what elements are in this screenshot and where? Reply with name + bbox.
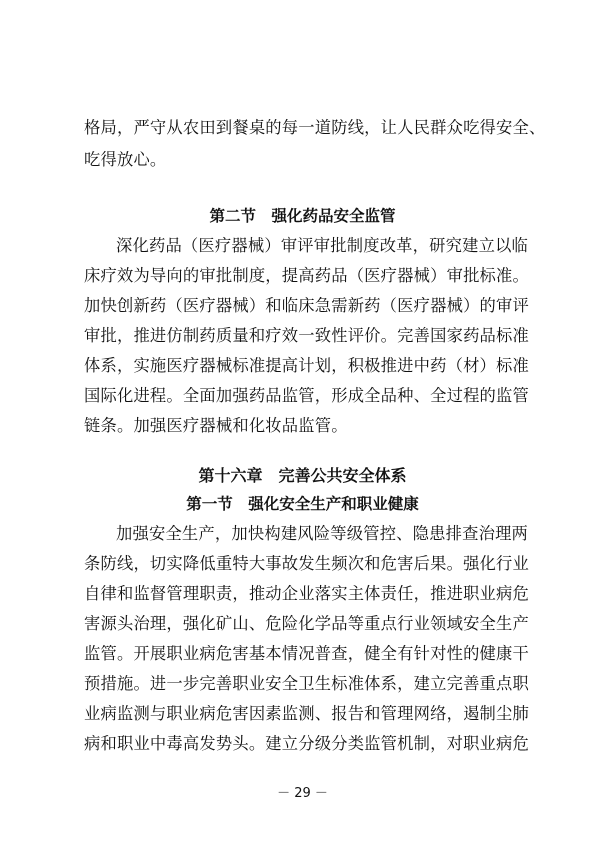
paragraph-line: 害源头治理，强化矿山、危险化学品等重点行业领域安全生产	[84, 614, 529, 633]
paragraph-line: 监管。开展职业病危害基本情况普查，健全有针对性的健康干	[84, 644, 529, 663]
section-heading-production-safety: 第一节 强化安全生产和职业健康	[186, 495, 419, 513]
paragraph-line: 自律和监督管理职责，推动企业落实主体责任，推进职业病危	[84, 584, 529, 603]
intro-line-2: 吃得放心。	[84, 150, 167, 169]
paragraph-line: 预措施。进一步完善职业安全卫生标准体系，建立完善重点职	[84, 674, 529, 693]
paragraph-line: 加快创新药（医疗器械）和临床急需新药（医疗器械）的审评	[84, 296, 529, 315]
paragraph-line: 条防线，切实降低重特大事故发生频次和危害后果。强化行业	[84, 554, 529, 573]
paragraph-line: 体系，实施医疗器械标准提高计划，积极推进中药（材）标准	[84, 356, 529, 375]
paragraph-line: 病和职业中毒高发势头。建立分级分类监管机制，对职业病危	[84, 734, 529, 753]
paragraph-line: 链条。加强医疗器械和化妆品监管。	[84, 416, 348, 435]
page-number: － 29 －	[277, 786, 328, 801]
chapter-heading: 第十六章 完善公共安全体系	[198, 466, 407, 485]
paragraph-line: 床疗效为导向的审批制度，提高药品（医疗器械）审批标准。	[84, 266, 529, 285]
paragraph-line: 加强安全生产，加快构建风险等级管控、隐患排查治理两	[116, 524, 529, 543]
paragraph-line: 审批，推进仿制药质量和疗效一致性评价。完善国家药品标准	[84, 326, 529, 345]
paragraph-line: 业病监测与职业病危害因素监测、报告和管理网络，遏制尘肺	[84, 704, 529, 723]
section-heading-drug-safety: 第二节 强化药品安全监管	[209, 207, 396, 225]
paragraph-line: 国际化进程。全面加强药品监管，形成全品种、全过程的监管	[84, 386, 529, 405]
paragraph-line: 深化药品（医疗器械）审评审批制度改革，研究建立以临	[116, 236, 529, 255]
intro-line-1: 格局，严守从农田到餐桌的每一道防线，让人民群众吃得安全、	[84, 118, 546, 137]
